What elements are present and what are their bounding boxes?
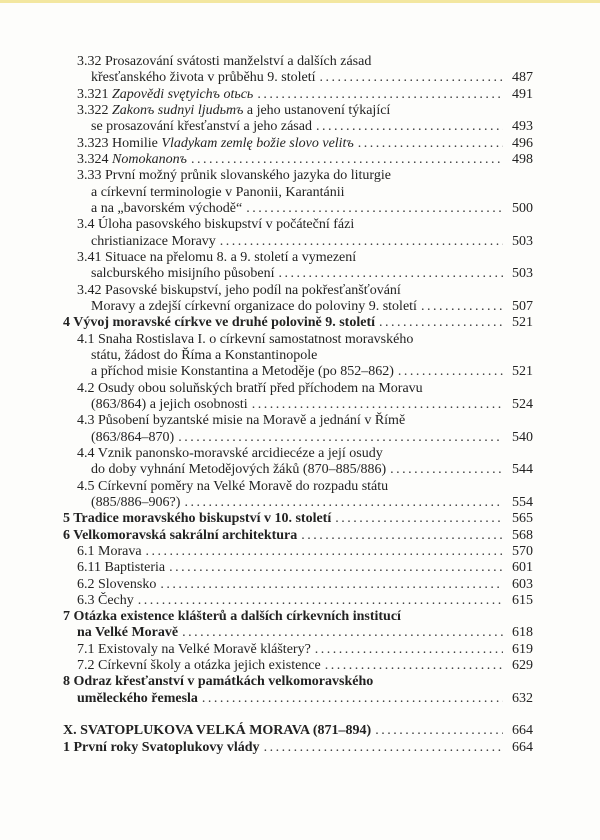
- page-number: 629: [512, 658, 533, 674]
- toc-entry-line: [63, 283, 533, 299]
- toc-section-entry: [63, 136, 533, 152]
- toc-title-text: (863/864) a jejich osobnosti: [91, 396, 248, 412]
- page-number: 554: [512, 494, 533, 510]
- toc-title-text: křesťanského života v průběhu 9. století: [91, 70, 316, 86]
- toc-title-text: 7.2 Církevní školy a otázka jejich existence: [77, 658, 321, 674]
- toc-title-italic: Nomokanonъ: [112, 151, 187, 167]
- toc-title-text: 3.41 Situace na přelomu 8. a 9. století a vymezení: [77, 249, 357, 265]
- toc-title-text: uměleckého řemesla: [77, 690, 198, 706]
- toc-entry-line: [63, 348, 533, 364]
- toc-entry-line: [63, 103, 533, 119]
- toc-title-text: christianizace Moravy: [91, 233, 216, 249]
- page-number: 493: [512, 119, 533, 135]
- page-number: 601: [512, 560, 533, 576]
- toc-entry-line: [63, 544, 533, 560]
- table-of-contents: [63, 54, 533, 756]
- dot-leader: [316, 119, 503, 135]
- toc-entry-line: [63, 723, 533, 739]
- toc-section-entry: [63, 54, 533, 87]
- toc-title-text: 4.5 Církevní poměry na Velké Moravě do rozpadu státu: [77, 478, 389, 494]
- toc-title-text: 3.33 První možný průnik slovanského jazyka do liturgie: [77, 168, 391, 184]
- toc-title-text: 7 Otázka existence klášterů a dalších církevních institucí: [63, 609, 401, 625]
- page-number: 619: [512, 641, 533, 657]
- toc-entry-line: [63, 266, 533, 282]
- toc-title-text: 4.1 Snaha Rostislava I. o církevní samostatnost moravského: [77, 331, 414, 347]
- toc-entry-line: [63, 593, 533, 609]
- dot-leader: [379, 315, 503, 331]
- dot-leader: [264, 740, 503, 756]
- page-number: 496: [512, 135, 533, 151]
- page-number: 521: [512, 364, 533, 380]
- toc-section-entry: [63, 479, 533, 512]
- toc-section-entry: [63, 217, 533, 250]
- toc-title-text: (885/886–906?): [91, 494, 181, 510]
- toc-title-text: 3.322: [77, 102, 112, 118]
- toc-title-text: 5 Tradice moravského biskupství v 10. století: [63, 511, 332, 527]
- toc-section-entry: [63, 544, 533, 560]
- dot-leader: [301, 528, 503, 544]
- page-number: 664: [512, 739, 533, 755]
- toc-title-text: 6.2 Slovensko: [77, 576, 157, 592]
- toc-title-text: (863/864–870): [91, 429, 175, 445]
- toc-entry-line: [63, 479, 533, 495]
- toc-entry-line: [63, 462, 533, 478]
- toc-title-text: 6.3 Čechy: [77, 592, 134, 608]
- page-number: 618: [512, 625, 533, 641]
- toc-title-text: 6 Velkomoravská sakrální architektura: [63, 527, 298, 543]
- toc-title-text: Moravy a zdejší církevní organizace do poloviny 9. století: [91, 298, 417, 314]
- toc-entry-line: [63, 87, 533, 103]
- page-number: 570: [512, 543, 533, 559]
- toc-section-entry: [63, 381, 533, 414]
- toc-section-entry: [63, 283, 533, 316]
- toc-entry-line: [63, 674, 533, 690]
- page-number: 491: [512, 86, 533, 102]
- page-number: 503: [512, 266, 533, 282]
- toc-title-text: 4.2 Osudy obou soluňských bratří před příchodem na Moravu: [77, 380, 423, 396]
- page-number: 568: [512, 527, 533, 543]
- toc-entry-line: [63, 250, 533, 266]
- toc-section-entry: [63, 87, 533, 103]
- toc-title-italic: Zapovědi svętyichъ otьcь: [112, 86, 254, 102]
- dot-leader: [358, 136, 503, 152]
- toc-entry-line: [63, 299, 533, 315]
- dot-leader: [320, 70, 504, 86]
- dot-leader: [178, 430, 503, 446]
- toc-section-entry: [63, 593, 533, 609]
- toc-entry-line: [63, 381, 533, 397]
- toc-entry-line: [63, 642, 533, 658]
- page-number: 507: [512, 298, 533, 314]
- toc-entry-line: [63, 511, 533, 527]
- dot-leader: [325, 658, 503, 674]
- toc-title-text: 8 Odraz křesťanství v památkách velkomoravského: [63, 674, 374, 690]
- toc-title-text: 1 První roky Svatoplukovy vlády: [63, 739, 260, 755]
- toc-entry-line: [63, 625, 533, 641]
- dot-leader: [421, 299, 503, 315]
- toc-section-entry: [63, 332, 533, 381]
- toc-entry-line: [63, 446, 533, 462]
- toc-entry-line: [63, 397, 533, 413]
- toc-section-entry: [63, 446, 533, 479]
- dot-leader: [252, 397, 503, 413]
- toc-chapter-entry: [63, 609, 533, 642]
- toc-entry-line: [63, 185, 533, 201]
- toc-chapter-entry: [63, 528, 533, 544]
- page-number: 632: [512, 690, 533, 706]
- dot-leader: [138, 593, 503, 609]
- page-number: 540: [512, 429, 533, 445]
- toc-entry-line: [63, 430, 533, 446]
- dot-leader: [390, 462, 503, 478]
- page-edge: [0, 0, 600, 3]
- toc-title-text: a příchod misie Konstantina a Metoděje (po 852–862): [91, 364, 394, 380]
- toc-chapter-entry: [63, 315, 533, 331]
- page-number: 498: [512, 151, 533, 167]
- toc-title-text: na Velké Moravě: [77, 625, 179, 641]
- page-number: 524: [512, 396, 533, 412]
- toc-title-text: se prosazování křesťanství a jeho zásad: [91, 119, 312, 135]
- page-number: 565: [512, 511, 533, 527]
- toc-entry-line: [63, 315, 533, 331]
- toc-entry-line: [63, 495, 533, 511]
- toc-entry-line: [63, 217, 533, 233]
- toc-section-entry: [63, 658, 533, 674]
- toc-section-entry: [63, 577, 533, 593]
- dot-leader: [191, 152, 503, 168]
- dot-leader: [182, 625, 503, 641]
- toc-title-text: 6.11 Baptisteria: [77, 560, 166, 576]
- toc-title-italic: Zakonъ sudnyi ljudьmъ: [112, 102, 244, 118]
- dot-leader: [335, 511, 503, 527]
- dot-leader: [375, 723, 503, 739]
- toc-entry-line: [63, 234, 533, 250]
- toc-title-text: a církevní terminologie v Panonii, Karantánii: [91, 184, 345, 200]
- dot-leader: [257, 87, 503, 103]
- toc-title-text: 3.321: [77, 86, 112, 102]
- page-number: 521: [512, 315, 533, 331]
- dot-leader: [146, 544, 503, 560]
- toc-title-text: 4.3 Působení byzantské misie na Moravě a jednání v Římě: [77, 413, 406, 429]
- toc-entry-line: [63, 54, 533, 70]
- toc-title-text: a na „bavorském východě“: [91, 200, 243, 216]
- toc-section-entry: [63, 560, 533, 576]
- toc-title-text: do doby vyhnání Metodějových žáků (870–885/886): [91, 462, 387, 478]
- toc-entry-line: [63, 152, 533, 168]
- toc-section-entry: [63, 103, 533, 136]
- toc-entry-line: [63, 201, 533, 217]
- toc-entry-line: [63, 119, 533, 135]
- toc-entry-line: [63, 740, 533, 756]
- toc-section-entry: [63, 413, 533, 446]
- toc-title-text: 4 Vývoj moravské církve ve druhé polovině 9. století: [63, 315, 375, 331]
- toc-entry-line: [63, 413, 533, 429]
- toc-title-text: 6.1 Morava: [77, 543, 142, 559]
- toc-title-text: 3.323 Homilie: [77, 135, 162, 151]
- page-number: 500: [512, 200, 533, 216]
- toc-title-text: a jeho ustanovení týkající: [243, 102, 391, 118]
- toc-chapter-entry: [63, 740, 533, 756]
- toc-entry-line: [63, 691, 533, 707]
- toc-chapter-entry: [63, 511, 533, 527]
- page-number: 615: [512, 592, 533, 608]
- toc-title-text: 3.32 Prosazování svátosti manželství a dalších zásad: [77, 54, 372, 69]
- toc-entry-line: [63, 560, 533, 576]
- page-number: 503: [512, 233, 533, 249]
- page-number: 487: [512, 70, 533, 86]
- toc-title-text: státu, žádost do Říma a Konstantinopole: [91, 347, 318, 363]
- toc-entry-line: [63, 332, 533, 348]
- toc-entry-line: [63, 609, 533, 625]
- toc-entry-line: [63, 168, 533, 184]
- toc-title-text: 7.1 Existovaly na Velké Moravě kláštery?: [77, 641, 311, 657]
- toc-title-text: X. SVATOPLUKOVA VELKÁ MORAVA (871–894): [63, 723, 372, 739]
- toc-section-entry: [63, 152, 533, 168]
- toc-title-text: 3.42 Pasovské biskupství, jeho podíl na pokřesťanšťování: [77, 282, 401, 298]
- dot-leader: [202, 691, 503, 707]
- toc-title-text: 4.4 Vznik panonsko-moravské arcidiecéze a její osudy: [77, 445, 383, 461]
- toc-chapter-entry: [63, 723, 533, 739]
- toc-title-text: salcburského misijního působení: [91, 266, 275, 282]
- toc-entry-line: [63, 528, 533, 544]
- dot-leader: [279, 266, 503, 282]
- toc-title-text: 3.4 Úloha pasovského biskupství v počáteční fázi: [77, 217, 355, 233]
- toc-title-text: 3.324: [77, 151, 112, 167]
- toc-entry-line: [63, 658, 533, 674]
- toc-section-entry: [63, 250, 533, 283]
- toc-section-entry: [63, 168, 533, 217]
- dot-leader: [315, 642, 503, 658]
- toc-chapter-entry: [63, 674, 533, 707]
- toc-entry-line: [63, 577, 533, 593]
- dot-leader: [160, 577, 503, 593]
- toc-entry-line: [63, 364, 533, 380]
- toc-section-entry: [63, 642, 533, 658]
- toc-entry-line: [63, 136, 533, 152]
- page-number: 544: [512, 462, 533, 478]
- dot-leader: [220, 234, 503, 250]
- dot-leader: [169, 560, 503, 576]
- dot-leader: [246, 201, 503, 217]
- toc-title-italic: Vladykam zemlę božie slovo velitъ: [161, 135, 354, 151]
- page-number: 603: [512, 576, 533, 592]
- dot-leader: [398, 364, 503, 380]
- page-number: 664: [512, 723, 533, 739]
- toc-entry-line: [63, 70, 533, 86]
- dot-leader: [184, 495, 503, 511]
